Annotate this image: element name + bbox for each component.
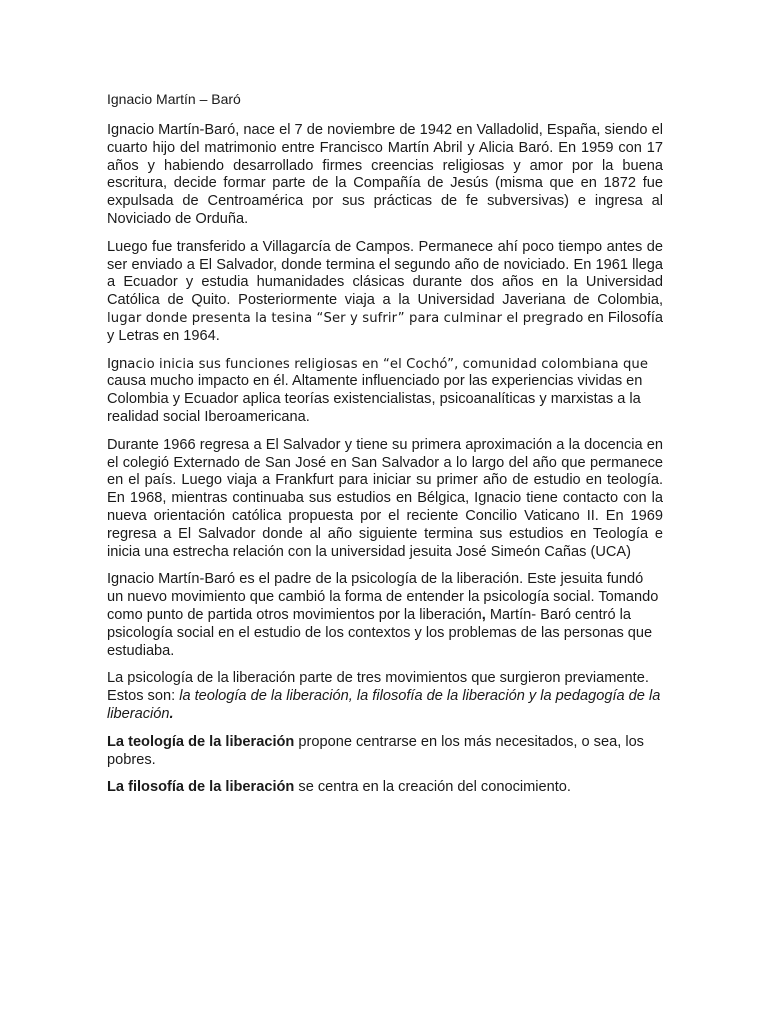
paragraph-birth: Ignacio Martín-Baró, nace el 7 de noviembre de 1942 en Valladolid, España, siendo el cuarto hijo del matrimonio entre Francisco Martín Abril y Alicia Baró. En 1959 con 17 años y habiendo desarrollado firmes creencias religiosas y amor por la buena escritura, decide formar parte de la Compañía de Jesús (misma que en 1872 fue expulsada de Centroamérica por sus prácticas de fe subversivas) e ingresa al Noviciado de Orduña. [107,122,663,227]
paragraph-movements-list: la teología de la liberación, la filosofía de la liberación y la pedagogía de la liberación [107,688,661,722]
philosophy-term: La filosofía de la liberación [107,779,295,796]
document-page [107,90,663,807]
philosophy-description: se centra en la creación del conocimiento. [294,779,571,796]
theology-description: propone centrarse en los más necesitados, o sea, los pobres. [107,733,644,768]
paragraph-transfer-text: Luego fue transferido a Villagarcía de Campos. Permanece ahí poco tiempo antes de ser enviado a El Salvador, donde termina el segundo año de noviciado. En 1961 llega a Ecuador y estudia humanidades clásicas durante dos años en la Universidad Católica de Quito. Posteriormente viaja a la Universidad Javeriana de Colombia, [107,238,663,309]
paragraph-colombia-end: causa mucho impacto en él. Altamente influenciado por las experiencias vividas en Colombia y Ecuador aplica teorías existencialistas, psicoanalíticas y marxistas a la realidad social Iberoamericana. [107,373,643,425]
paragraph-transfer-end: en Filosofía y Letras en 1964. [107,309,663,344]
paragraph-theology [107,734,663,770]
theology-term: La teología de la liberación [107,733,295,750]
paragraph-colombia-start: Ign [107,355,128,372]
paragraph-liberation-text: Ignacio Martín-Baró es el padre de la psicología de la liberación. Este jesuita fundó un nuevo movimiento que cambió la forma de entender la psicología social. Tomando como punto de partida otros movimientos por la liberación [107,571,659,623]
paragraph-teaching: Durante 1966 regresa a El Salvador y tiene su primera aproximación a la docencia en el colegió Externado de San José en San Salvador a lo largo del año que permanece en el país. Luego viaja a Frankfurt para iniciar su primer año de estudio en teología. En 1968, mientras continuaba sus estudios en Bélgica, Ignacio tiene contacto con la nueva orientación católica propuesta por el reciente Concilio Vaticano II. En 1969 regresa a El Salvador donde al año siguiente termina sus estudios en Teología e inicia una estrecha relación con la universidad jesuita José Simeón Cañas (UCA) [107,436,663,560]
paragraph-liberation-comma: , [481,606,486,623]
paragraph-liberation-end: Martín- Baró centró la psicología social en el estudio de los contextos y los problemas de las personas que estudiaba. [107,606,653,659]
paragraph-movements-period: . [169,705,174,722]
paragraph-movements [107,670,663,723]
paragraph-colombia [107,356,663,427]
paragraph-colombia-alt: acio inicia sus funciones religiosas en “el Cochó”, comunidad colombiana que [127,356,649,372]
paragraph-transfer [107,239,663,346]
paragraph-liberation-psychology [107,571,663,660]
document-title: Ignacio Martín – Baró [107,91,241,107]
paragraph-philosophy [107,779,663,797]
paragraph-movements-text: La psicología de la liberación parte de tres movimientos que surgieron previamente. Estos son: [107,670,649,705]
paragraph-transfer-thesis: lugar donde presenta la tesina “Ser y sufrir” para culminar el pregrado [107,310,584,326]
